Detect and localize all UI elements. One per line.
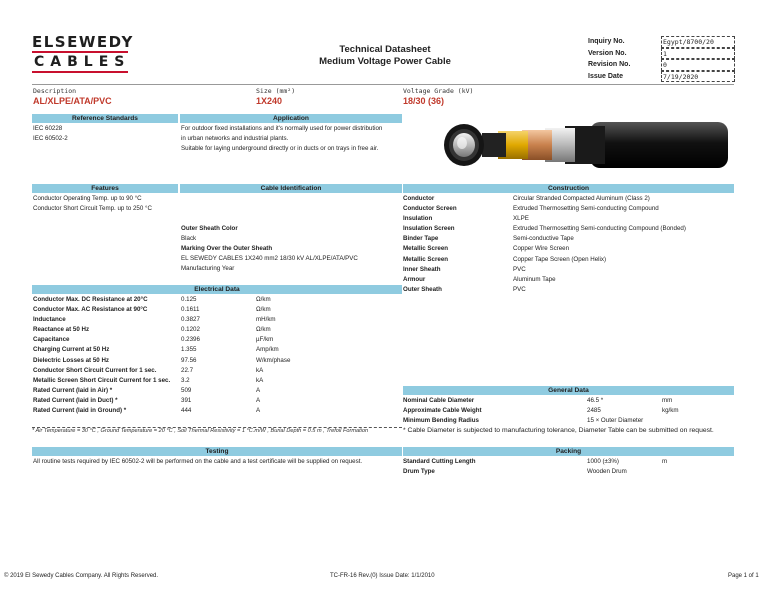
application-heading: Application xyxy=(180,114,402,123)
electrical-label: Rated Current (laid in Ground) * xyxy=(33,407,127,415)
construction-label: Conductor xyxy=(403,195,435,202)
feature-item: Conductor Short Circuit Temp. up to 250 °C xyxy=(33,205,152,213)
electrical-value: 97.56 xyxy=(181,356,197,364)
application-line: For outdoor fixed installations and it's normally used for power distribution xyxy=(181,125,383,132)
logo-line2: CABLES xyxy=(34,54,131,70)
construction-value: Copper Tape Screen (Open Helix) xyxy=(513,255,607,263)
general-label: Nominal Cable Diameter xyxy=(403,397,475,404)
construction-label: Armour xyxy=(403,275,426,283)
construction-label: Conductor Screen xyxy=(403,205,457,213)
packing-values xyxy=(587,457,627,477)
packing-units xyxy=(662,457,667,467)
construction-value: Circular Stranded Compacted Aluminum (Class 2) xyxy=(513,195,650,202)
electrical-value: 509 xyxy=(181,386,192,394)
electrical-label: Conductor Short Circuit Current for 1 sec. xyxy=(33,366,157,374)
description-label: Description xyxy=(33,87,77,95)
document-title xyxy=(290,44,480,68)
divider xyxy=(32,84,734,85)
standard-item: IEC 60502-2 xyxy=(33,135,68,143)
construction-label: Outer Sheath xyxy=(403,285,442,293)
electrical-label: Capacitance xyxy=(33,336,70,344)
electrical-label: Rated Current (laid in Air) * xyxy=(33,386,113,394)
testing-text: All routine tests required by IEC 60502-2 will be performed on the cable and a test certificate will be supplied on request. xyxy=(33,458,363,465)
voltage-label: Voltage Grade (kV) xyxy=(403,87,474,95)
electrical-unit: W/km/phase xyxy=(256,356,291,364)
meta-label: Issue Date xyxy=(588,72,624,80)
size-label: Size (mm²) xyxy=(256,87,296,95)
construction-value: Copper Wire Screen xyxy=(513,245,570,253)
meta-label: Version No. xyxy=(588,49,627,57)
marking-label: Marking Over the Outer Sheath xyxy=(181,245,273,253)
electrical-value: 0.1202 xyxy=(181,326,200,334)
subtitle: Medium Voltage Power Cable xyxy=(319,56,451,67)
general-labels xyxy=(403,396,482,426)
construction-label: Binder Tape xyxy=(403,235,439,243)
sheath-color-value: Black xyxy=(181,235,197,243)
general-label: Minimum Bending Radius xyxy=(403,417,479,425)
electrical-value: 0.2396 xyxy=(181,336,200,344)
electrical-unit: Ω/km xyxy=(256,296,271,303)
construction-label: Insulation xyxy=(403,215,433,223)
electrical-unit: Ω/km xyxy=(256,326,271,334)
electrical-values xyxy=(181,295,200,416)
electrical-unit: kA xyxy=(256,366,264,374)
electrical-unit: A xyxy=(256,386,261,394)
testing-heading: Testing xyxy=(32,447,402,456)
electrical-value: 391 xyxy=(181,396,192,404)
packing-unit: m xyxy=(662,458,668,465)
electrical-value: 0.125 xyxy=(181,296,197,303)
marking-extra: Manufacturing Year xyxy=(181,265,235,273)
general-label: Approximate Cable Weight xyxy=(403,407,482,415)
electrical-unit: Amp/km xyxy=(256,346,279,354)
electrical-unit: A xyxy=(256,396,261,404)
construction-label: Insulation Screen xyxy=(403,225,455,233)
features-list xyxy=(33,194,152,214)
general-value: 46.5 * xyxy=(587,397,604,404)
electrical-heading: Electrical Data xyxy=(32,285,402,294)
logo-line1: ELSEWEDY xyxy=(32,33,134,51)
meta-label: Inquiry No. xyxy=(588,38,625,45)
inquiry-number: Egypt/8700/20 xyxy=(661,36,735,48)
sheath-color-label: Outer Sheath Color xyxy=(181,225,238,232)
features-heading: Features xyxy=(32,184,178,193)
meta-values xyxy=(661,36,735,82)
construction-value: Semi-conductive Tape xyxy=(513,235,574,243)
meta-labels xyxy=(588,36,630,82)
electrical-footnote: * Air Temperature = 30 °C , Ground Temperature = 20 °C , Soil Thermal Resistivity = 1 °C.m/W , Burial Depth = 0.5 m , Trefoil Formation xyxy=(32,428,369,434)
revision-number: 0 xyxy=(661,59,735,71)
application-text xyxy=(181,124,382,154)
general-units xyxy=(662,396,679,416)
voltage-value: 18/30 (36) xyxy=(403,96,445,106)
footer-page: Page 1 of 1 xyxy=(728,573,759,579)
electrical-unit: A xyxy=(256,407,261,415)
construction-value: Aluminum Tape xyxy=(513,275,556,283)
packing-value: Wooden Drum xyxy=(587,468,627,476)
reference-standards-heading: Reference Standards xyxy=(32,114,178,123)
electrical-value: 3.2 xyxy=(181,376,190,384)
electrical-value: 22.7 xyxy=(181,366,194,374)
construction-value: PVC xyxy=(513,265,526,273)
size-value: 1X240 xyxy=(256,96,283,106)
construction-heading: Construction xyxy=(403,184,734,193)
electrical-label: Conductor Max. AC Resistance at 90°C xyxy=(33,306,148,314)
electrical-units xyxy=(256,295,290,416)
construction-label: Metallic Screen xyxy=(403,245,449,253)
electrical-value: 444 xyxy=(181,407,192,415)
packing-heading: Packing xyxy=(403,447,734,456)
meta-label: Revision No. xyxy=(588,61,631,68)
construction-label: Metallic Screen xyxy=(403,255,449,263)
electrical-value: 0.1611 xyxy=(181,306,200,314)
electrical-label: Dielectric Losses at 50 Hz xyxy=(33,356,110,364)
packing-labels xyxy=(403,457,476,477)
feature-item: Conductor Operating Temp. up to 90 °C xyxy=(33,195,142,202)
standard-item: IEC 60228 xyxy=(33,125,63,132)
construction-value: Extruded Thermosetting Semi-conducting Compound xyxy=(513,205,659,213)
general-footnote: * Cable Diameter is subjected to manufacturing tolerance, Diameter Table can be submitted on request. xyxy=(403,427,714,434)
electrical-unit: Ω/km xyxy=(256,306,271,314)
packing-value: 1000 (±3%) xyxy=(587,458,619,465)
general-data-heading: General Data xyxy=(403,386,734,395)
electrical-unit: kA xyxy=(256,376,264,384)
electrical-label: Reactance at 50 Hz xyxy=(33,326,90,334)
electrical-label: Conductor Max. DC Resistance at 20°C xyxy=(33,296,148,303)
electrical-unit: µF/km xyxy=(256,336,274,344)
electrical-label: Rated Current (laid in Duct) * xyxy=(33,396,118,404)
application-line: in urban networks and industrial plants. xyxy=(181,135,289,143)
general-values xyxy=(587,396,643,426)
general-unit: kg/km xyxy=(662,407,679,415)
construction-labels xyxy=(403,194,457,295)
construction-value: XLPE xyxy=(513,215,529,223)
marking-value: EL SEWEDY CABLES 1X240 mm2 18/30 kV AL/XLPE/ATA/PVC xyxy=(181,255,358,263)
electrical-unit: mH/km xyxy=(256,316,276,324)
cable-cross-section-image xyxy=(440,118,730,178)
electrical-value: 0.3827 xyxy=(181,316,200,324)
reference-standards-list xyxy=(33,124,68,144)
electrical-label: Metallic Screen Short Circuit Current for 1 sec. xyxy=(33,376,171,384)
footer-copyright: © 2019 El Sewedy Cables Company. All Rights Reserved. xyxy=(4,573,159,579)
packing-label: Drum Type xyxy=(403,468,435,476)
packing-label: Standard Cutting Length xyxy=(403,458,476,465)
company-logo xyxy=(32,33,134,74)
electrical-value: 1.355 xyxy=(181,346,197,354)
title: Technical Datasheet xyxy=(339,44,431,55)
construction-value: Extruded Thermosetting Semi-conducting Compound (Bonded) xyxy=(513,225,686,233)
description-value: AL/XLPE/ATA/PVC xyxy=(33,96,112,106)
general-unit: mm xyxy=(662,397,673,404)
construction-values xyxy=(513,194,686,295)
issue-date: 7/19/2020 xyxy=(661,71,735,83)
general-value: 2485 xyxy=(587,407,601,415)
cable-identification-heading: Cable Identification xyxy=(180,184,402,193)
electrical-label: Inductance xyxy=(33,316,66,324)
construction-value: PVC xyxy=(513,285,526,293)
version-number: 1 xyxy=(661,48,735,60)
general-value: 15 × Outer Diameter xyxy=(587,417,644,425)
footer-form: TC-FR-16 Rev.(0) Issue Date: 1/1/2010 xyxy=(330,573,435,579)
construction-label: Inner Sheath xyxy=(403,265,441,273)
cable-identification-body xyxy=(181,224,358,274)
electrical-labels xyxy=(33,295,170,416)
application-line: Suitable for laying underground directly or in ducts or on trays in free air. xyxy=(181,145,379,153)
electrical-label: Charging Current at 50 Hz xyxy=(33,346,110,354)
